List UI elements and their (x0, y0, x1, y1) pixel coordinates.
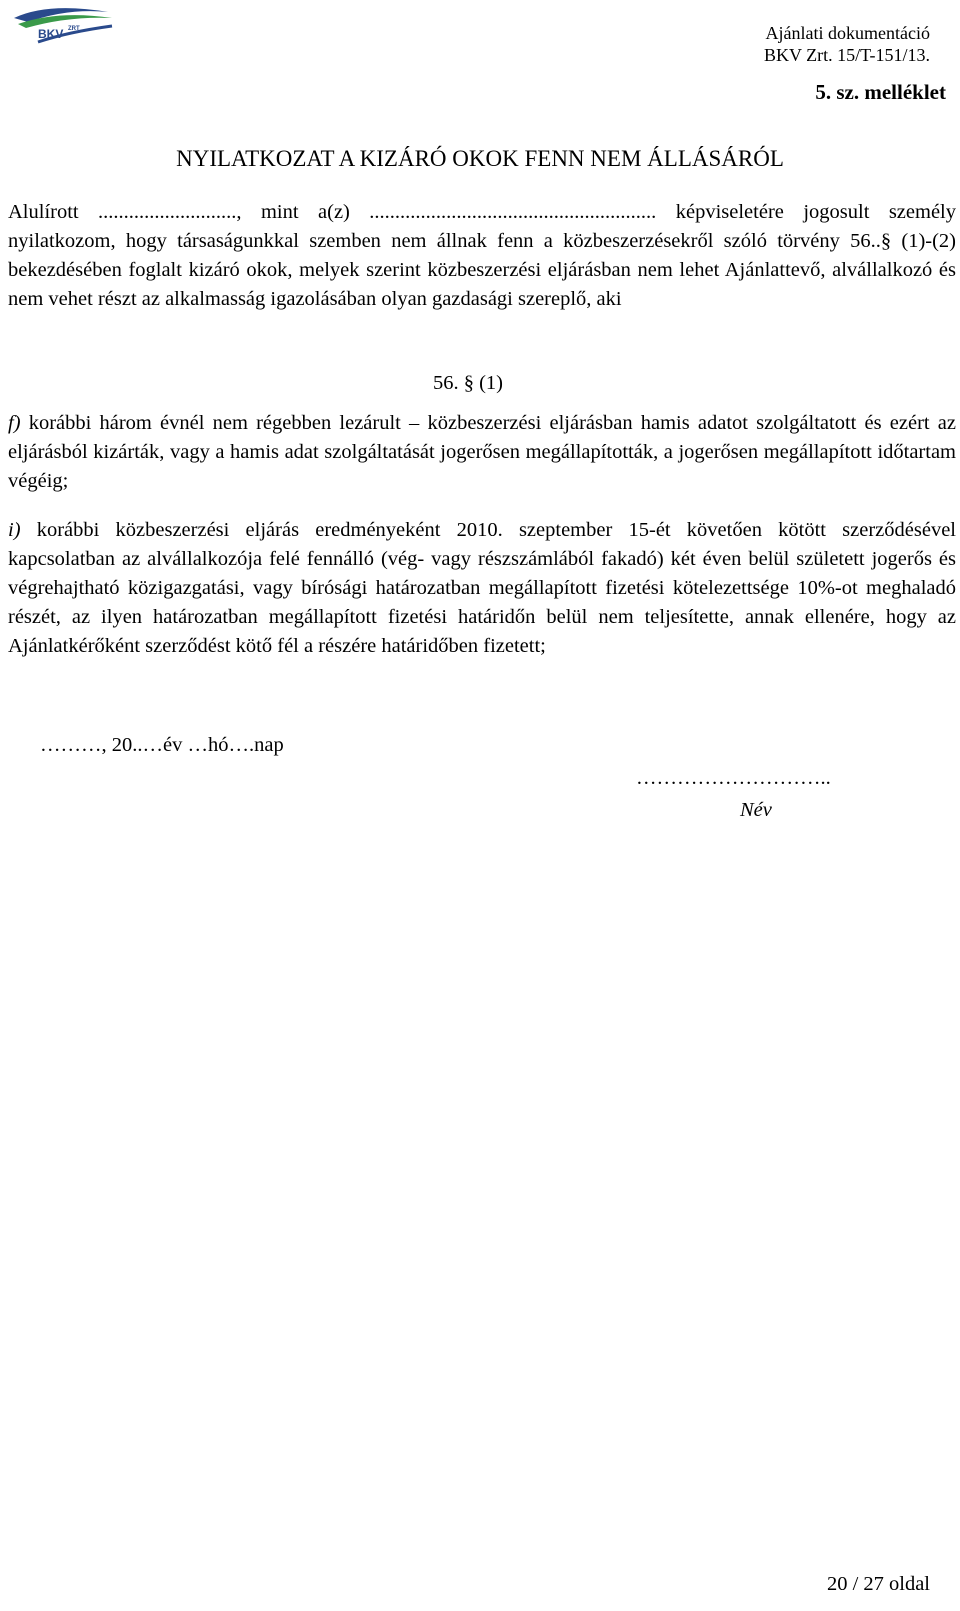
document-title: NYILATKOZAT A KIZÁRÓ OKOK FENN NEM ÁLLÁSÁRÓL (176, 146, 784, 171)
clause-f (8, 409, 956, 496)
clause-f-label: f) (8, 412, 21, 434)
svg-text:BKV: BKV (38, 27, 64, 41)
bkv-logo (8, 4, 118, 44)
signature-name: Név (740, 799, 772, 821)
clause-i-text: korábbi közbeszerzési eljárás eredményeként 2010. szeptember 15-ét követően kötött szerződésével kapcsolatban az alvállalkozója felé fennálló (vég- vagy részszámlából fakadó) két éven belül született jogerős és végrehajtható közigazgatási, vagy bírósági határozatban megállapított fizetési kötelezettsége 10%-ot meghaladó részét, az ilyen határozatban megállapított fizetési határidőn belül nem teljesítette, annak ellenére, hogy az Ajánlatkérőként szerződést kötő fél a részére határidőben fizetett; (8, 519, 956, 657)
section-reference: 56. § (1) (432, 372, 503, 394)
intro-paragraph: Alulírott ..........................., mint a(z) ........................................................ képviseletére jogosult személy nyilatkozom, hogy társaságunkkal szemben nem állnak fenn a közbeszerzésekről szóló törvény 56..§ (1)-(2) bekezdésében foglalt kizáró okok, melyek szerint közbeszerzési eljárásban nem lehet Ajánlattevő, alvállalkozó és nem vehet részt az alkalmasság igazolásában olyan gazdasági szereplő, aki (8, 201, 956, 310)
annex-label: 5. sz. melléklet (815, 80, 946, 104)
svg-text:ZRT: ZRT (68, 26, 80, 32)
doc-ref: BKV Zrt. 15/T-151/13. (763, 45, 930, 65)
clause-i-label: i) (8, 519, 21, 541)
clause-i (8, 516, 956, 661)
header-info (764, 22, 930, 66)
page-number: 20 / 27 oldal (826, 1573, 930, 1595)
signature-line: ……………………….. (636, 767, 831, 789)
clause-f-text: korábbi három évnél nem régebben lezárult – közbeszerzési eljárásban hamis adatot szolgáltatott és ezért az eljárásból kizárták, vagy a hamis adat szolgáltatását jogerősen megállapították, a jogerősen megállapított időtartam végéig; (8, 412, 956, 492)
date-line: ………, 20..…év …hó….nap (40, 734, 284, 756)
doc-type: Ajánlati dokumentáció (765, 23, 930, 43)
